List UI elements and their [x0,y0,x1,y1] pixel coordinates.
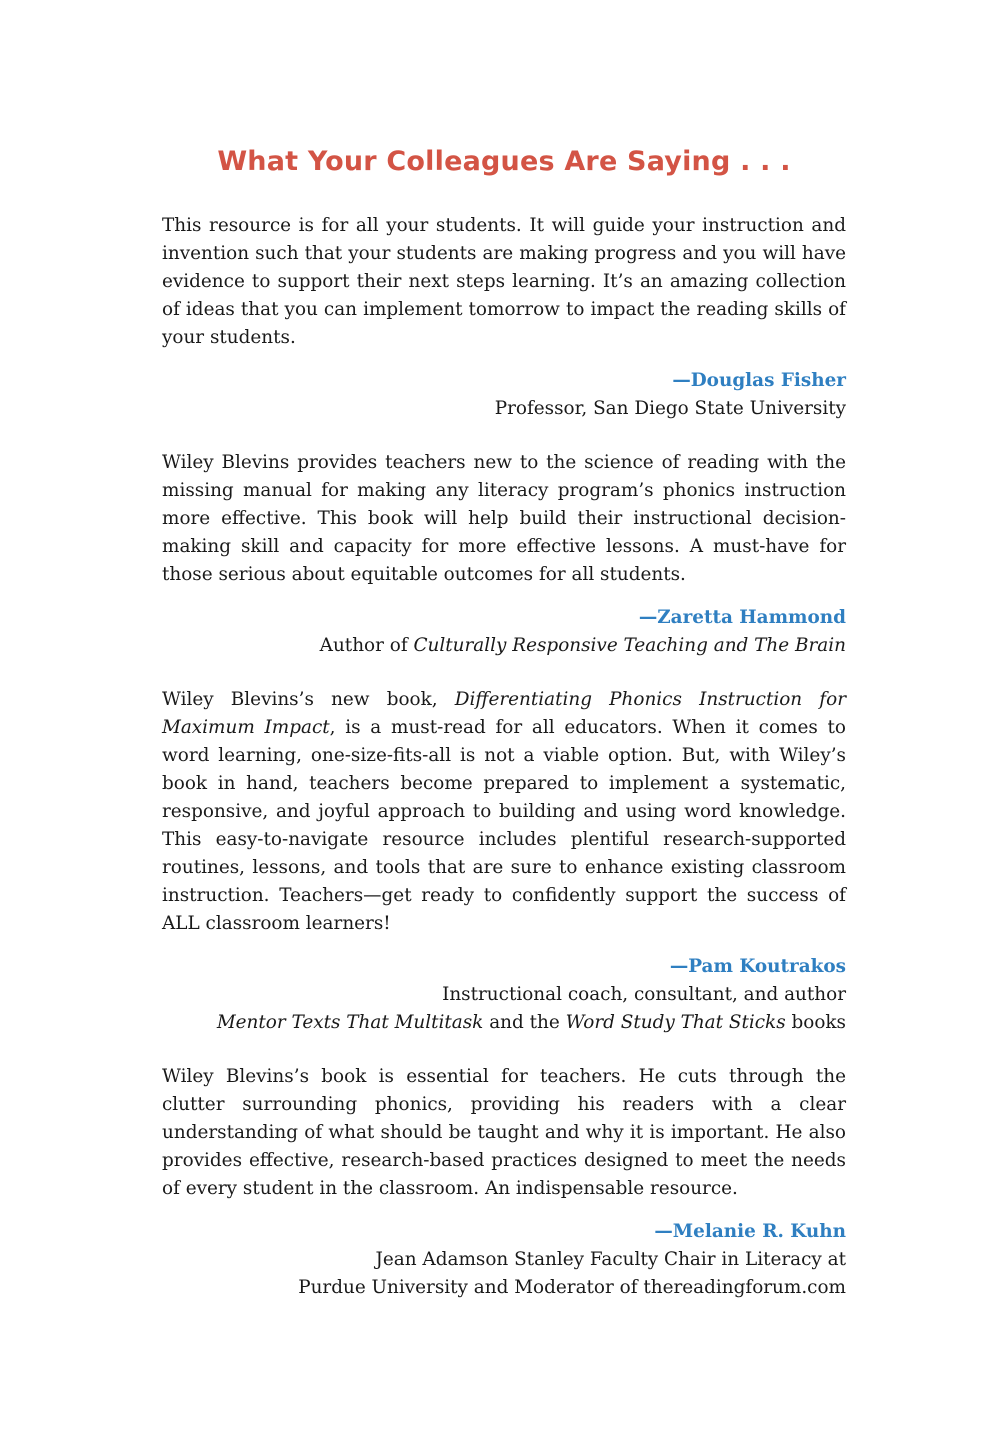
author-name: —Douglas Fisher [672,370,846,391]
author-title-prefix: Author of [319,635,414,656]
attribution [162,604,846,660]
connector-text: and the [483,1012,566,1033]
book-title: Mentor Texts That Multitask [216,1012,484,1033]
quote-text: This resource is for all your students. It will guide your instruction and invention such that your students are making progress and you will have evidence to support their next steps learning. It’s an amazing collection of ideas that you can implement tomorrow to impact the reading skills of your students. [162,215,846,348]
book-title: Differentiating Phonics Instruction for Maximum Impact [162,689,846,738]
author-title: Professor, San Diego State University [494,398,846,419]
testimonial-fisher [162,212,846,423]
attribution [162,953,846,1037]
author-title-2: Purdue University and Moderator of thereadingforum.com [298,1277,846,1298]
author-name: —Pam Koutrakos [669,956,846,977]
page-title: What Your Colleagues Are Saying . . . [217,146,791,177]
quote-prefix: Wiley Blevins’s new book, [162,689,455,710]
author-books [162,1009,846,1037]
author-title: Jean Adamson Stanley Faculty Chair in Literacy at [375,1249,846,1270]
author-name: —Zaretta Hammond [638,607,846,628]
author-title [162,632,846,660]
book-title: Culturally Responsive Teaching and The Brain [413,635,846,656]
author-title: Instructional coach, consultant, and author [442,984,846,1005]
testimonials [162,212,846,1330]
quote-text [162,686,846,938]
book-title: Word Study That Sticks [565,1012,786,1033]
quote-text: Wiley Blevins’s book is essential for teachers. He cuts through the clutter surrounding phonics, providing his readers with a clear understanding of what should be taught and why it is important. He also provides effective, research-based practices designed to meet the needs of every student in the classroom. An indispensable resource. [162,1066,846,1199]
quote-text: Wiley Blevins provides teachers new to the science of reading with the missing manual for making any literacy program’s phonics instruction more effective. This book will help build their instructional decision-making skill and capacity for more effective lessons. A must-have for those serious about equitable outcomes for all students. [162,452,846,585]
attribution [162,1218,846,1302]
suffix-text: books [785,1012,846,1033]
attribution [162,367,846,423]
quote-rest: , is a must-read for all educators. When it comes to word learning, one-size-fits-all is not a viable option. But, with Wiley’s book in hand, teachers become prepared to implement a systematic, responsive, and joyful approach to building and using word knowledge. This easy-to-navigate resource includes plentiful research-supported routines, lessons, and tools that are sure to enhance existing classroom instruction. Teachers—get ready to confidently support the success of ALL classroom learners! [162,717,846,934]
author-name: —Melanie R. Kuhn [654,1221,846,1242]
testimonial-kuhn [162,1063,846,1302]
testimonial-hammond [162,449,846,660]
testimonial-koutrakos [162,686,846,1037]
